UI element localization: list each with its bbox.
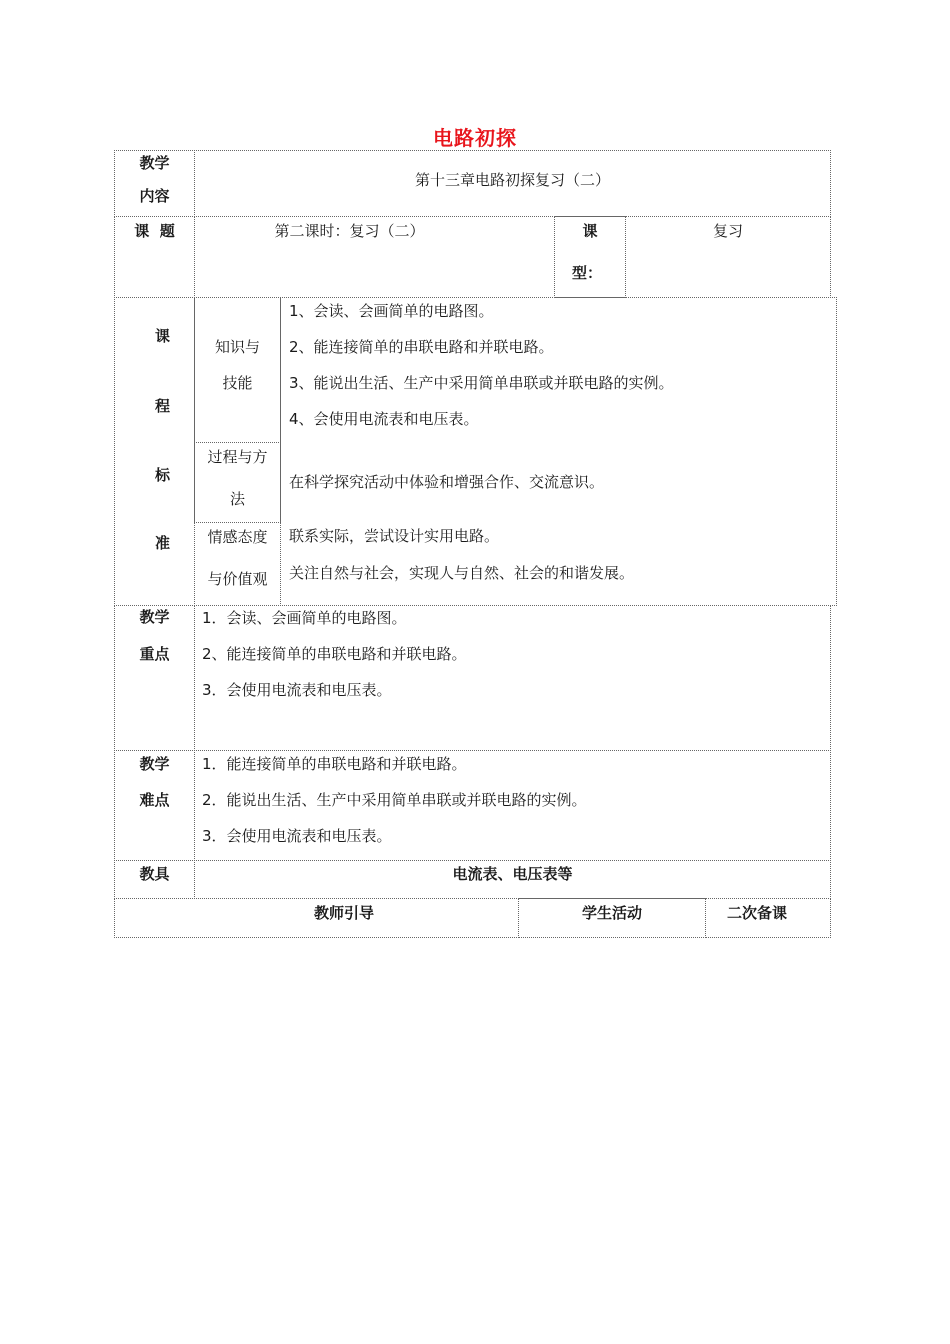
topic-type-value: 复习 bbox=[712, 222, 743, 240]
difficulties-label: 难点 bbox=[139, 791, 170, 809]
tools-value: 电流表、电压表等 bbox=[452, 865, 573, 883]
key-points-label: 教学 bbox=[139, 608, 170, 626]
knowledge-label: 技能 bbox=[222, 374, 253, 392]
difficulties-label: 教学 bbox=[139, 755, 170, 773]
second-prep-header: 二次备课 bbox=[726, 904, 787, 922]
process-label: 过程与方 bbox=[207, 448, 268, 466]
standards-label-char: 准 bbox=[154, 534, 170, 552]
difficulty-item: 3．会使用电流表和电压表。 bbox=[202, 827, 392, 845]
teaching-content-value: 第十三章电路初探复习（二） bbox=[414, 171, 610, 189]
topic-label: 课 题 bbox=[134, 222, 175, 240]
knowledge-item: 3、能说出生活、生产中采用简单串联或并联电路的实例。 bbox=[289, 374, 674, 392]
key-point-item: 2、能连接简单的串联电路和并联电路。 bbox=[202, 645, 467, 663]
key-point-item: 1．会读、会画简单的电路图。 bbox=[202, 609, 407, 627]
teaching-content-label: 内容 bbox=[139, 187, 170, 205]
difficulty-item: 1．能连接简单的串联电路和并联电路。 bbox=[202, 755, 467, 773]
knowledge-item: 4、会使用电流表和电压表。 bbox=[289, 410, 479, 428]
student-activity-header: 学生活动 bbox=[581, 904, 642, 922]
emotion-item: 关注自然与社会，实现人与自然、社会的和谐发展。 bbox=[289, 564, 635, 582]
topic-value: 第二课时：复习（二） bbox=[274, 222, 425, 240]
emotion-label: 与价值观 bbox=[207, 570, 268, 588]
standards-label-char: 课 bbox=[154, 327, 170, 345]
topic-type-label: 型： bbox=[571, 264, 602, 282]
key-points-label: 重点 bbox=[139, 645, 170, 663]
document-title: 电路初探 bbox=[433, 126, 517, 150]
topic-type-label: 课 bbox=[582, 222, 598, 240]
key-points-label-cell bbox=[114, 605, 195, 751]
knowledge-item: 2、能连接简单的串联电路和并联电路。 bbox=[289, 338, 554, 356]
key-point-item: 3．会使用电流表和电压表。 bbox=[202, 681, 392, 699]
knowledge-item: 1、会读、会画简单的电路图。 bbox=[289, 302, 494, 320]
process-text: 在科学探究活动中体验和增强合作、交流意识。 bbox=[289, 473, 605, 491]
knowledge-label: 知识与 bbox=[214, 338, 260, 356]
difficulty-item: 2．能说出生活、生产中采用简单串联或并联电路的实例。 bbox=[202, 791, 587, 809]
knowledge-label-cell bbox=[194, 297, 281, 443]
emotion-item: 联系实际，尝试设计实用电路。 bbox=[289, 527, 500, 545]
emotion-label: 情感态度 bbox=[207, 528, 268, 546]
teaching-content-label: 教学 bbox=[139, 154, 170, 172]
standards-label-char: 程 bbox=[154, 397, 170, 415]
teacher-guide-header: 教师引导 bbox=[313, 904, 374, 922]
standards-label-char: 标 bbox=[154, 466, 170, 484]
process-label: 法 bbox=[229, 490, 245, 508]
tools-label: 教具 bbox=[139, 865, 170, 883]
